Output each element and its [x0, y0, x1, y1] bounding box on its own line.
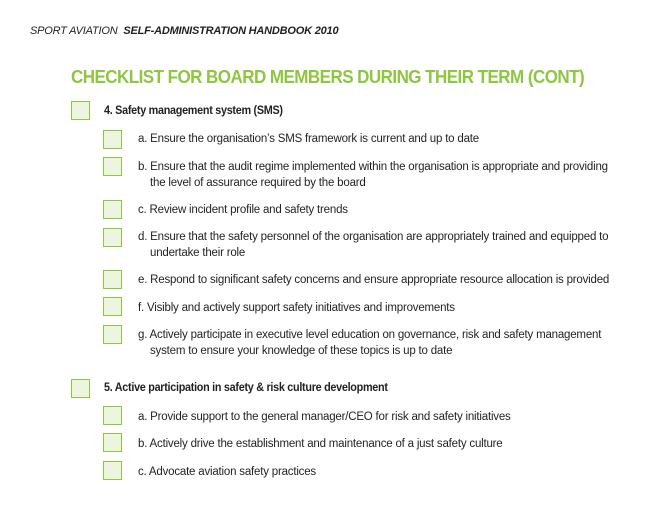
checkbox-4d[interactable] — [103, 228, 122, 247]
checkbox-5a[interactable] — [103, 406, 122, 425]
item-4g-text: g. Actively participate in executive level education on governance, risk and safety management system to ensure your knowledge of these topics is up to date — [138, 329, 602, 357]
handbook-title: SELF-ADMINISTRATION HANDBOOK 2010 — [123, 25, 339, 37]
item-4b-text: b. Ensure that the audit regime implemented within the organisation is appropriate and providing the level of assurance required by the board — [138, 161, 608, 189]
page-title: CHECKLIST FOR BOARD MEMBERS DURING THEIR TERM (CONT) — [71, 66, 585, 87]
running-header — [30, 25, 338, 37]
item-4c-text: c. Review incident profile and safety trends — [138, 204, 348, 216]
publisher-name: SPORT AVIATION — [30, 25, 118, 37]
item-4f-text: f. Visibly and actively support safety initiatives and improvements — [138, 302, 455, 314]
item-4e-text: e. Respond to significant safety concerns and ensure appropriate resource allocation is provided — [138, 274, 610, 286]
checkbox-4c[interactable] — [103, 200, 122, 219]
section-5-checkbox[interactable] — [71, 379, 90, 398]
checkbox-4e[interactable] — [103, 270, 122, 289]
item-4d-text: d. Ensure that the safety personnel of the organisation are appropriately trained and equipped to undertake their role — [138, 231, 609, 259]
section-5-label: 5. Active participation in safety & risk culture development — [104, 382, 388, 394]
checkbox-5c[interactable] — [103, 461, 122, 480]
item-5a-text: a. Provide support to the general manager/CEO for risk and safety initiatives — [138, 411, 511, 423]
section-4-label: 4. Safety management system (SMS) — [104, 105, 283, 117]
checkbox-4a[interactable] — [103, 130, 122, 149]
checkbox-4b[interactable] — [103, 157, 122, 176]
checkbox-4g[interactable] — [103, 325, 122, 344]
checkbox-5b[interactable] — [103, 433, 122, 452]
checkbox-4f[interactable] — [103, 297, 122, 316]
item-5b-text: b. Actively drive the establishment and maintenance of a just safety culture — [138, 438, 503, 450]
item-5c-text: c. Advocate aviation safety practices — [138, 466, 316, 478]
item-4a-text: a. Ensure the organisation’s SMS framework is current and up to date — [138, 133, 479, 145]
section-4-checkbox[interactable] — [71, 101, 90, 120]
